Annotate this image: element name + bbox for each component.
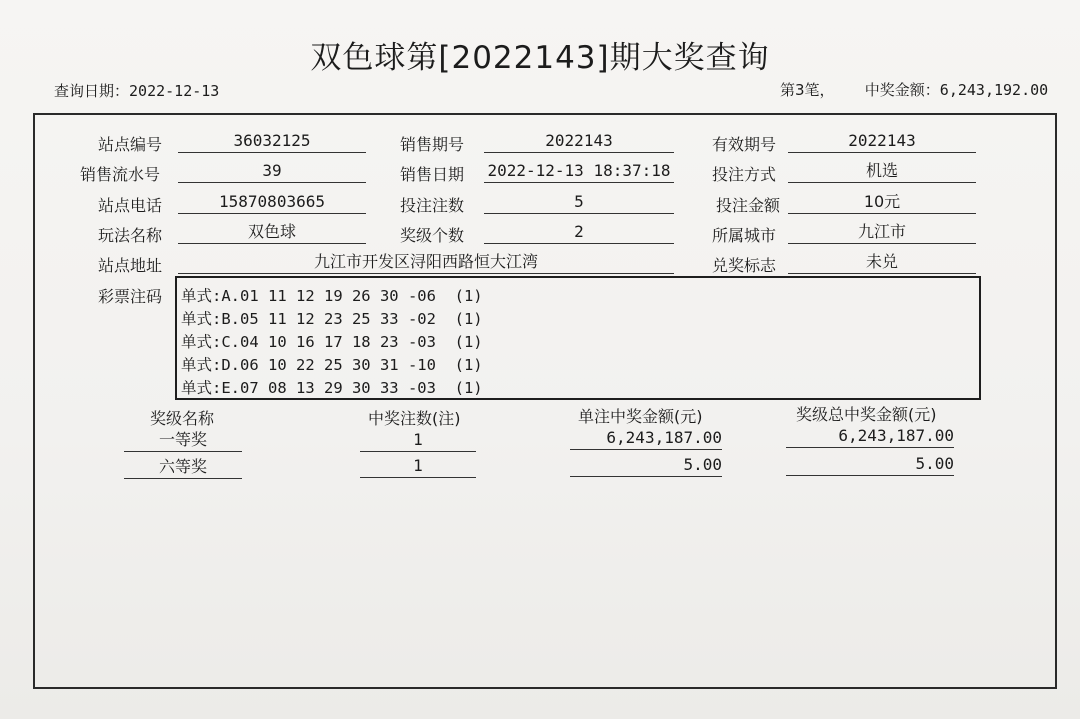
- prize-levels-label: 奖级个数: [400, 226, 465, 245]
- city-value: 九江市: [788, 221, 976, 244]
- valid-period-label: 有效期号: [712, 135, 777, 154]
- prize-row-2-single: 5.00: [570, 454, 722, 477]
- prize-row-1-total: 6,243,187.00: [786, 425, 954, 448]
- serial-no-value: 39: [178, 160, 366, 183]
- sale-period-value: 2022143: [484, 130, 674, 153]
- prize-levels-value: 2: [484, 221, 674, 244]
- prize-row-1-count: 1: [360, 429, 476, 452]
- query-date-value: 2022-12-13: [129, 82, 220, 100]
- prize-header-level: 奖级名称: [150, 409, 215, 428]
- ticket-line-c: 单式:C.04 10 16 17 18 23 -03 (1): [181, 333, 483, 351]
- prize-header-single: 单注中奖金额(元): [578, 407, 703, 426]
- valid-period-value: 2022143: [788, 130, 976, 153]
- prize-row-1-level: 一等奖: [124, 429, 242, 452]
- station-no-value: 36032125: [178, 130, 366, 153]
- serial-no-label: 销售流水号: [80, 165, 161, 184]
- address-label: 站点地址: [98, 256, 163, 275]
- prize-total: 6,243,192.00: [939, 81, 1049, 99]
- bet-count-value: 5: [484, 191, 674, 214]
- redeem-value: 未兑: [788, 251, 976, 274]
- prize-row-2-level: 六等奖: [124, 456, 242, 479]
- ticket-line-a: 单式:A.01 11 12 19 26 30 -06 (1): [181, 287, 483, 305]
- station-no-label: 站点编号: [98, 135, 163, 154]
- sale-date-value: 2022-12-13 18:37:18: [484, 160, 674, 183]
- query-date-label: 查询日期：: [54, 82, 130, 100]
- redeem-label: 兑奖标志: [712, 256, 777, 275]
- bet-mode-value: 机选: [788, 160, 976, 183]
- prize-header-total: 奖级总中奖金额(元): [796, 405, 937, 424]
- bet-amount-value: 10元: [788, 191, 976, 214]
- game-name-value: 双色球: [178, 221, 366, 244]
- page-title: 双色球第[2022143]期大奖查询: [310, 40, 770, 76]
- prize-header-count: 中奖注数(注): [368, 409, 461, 428]
- prize-row-2-total: 5.00: [786, 453, 954, 476]
- query-date: [54, 80, 219, 101]
- bet-count-label: 投注注数: [400, 196, 465, 215]
- prize-label: 中奖金额：: [864, 81, 940, 99]
- bet-mode-label: 投注方式: [712, 165, 777, 184]
- prize-row-1-single: 6,243,187.00: [570, 427, 722, 450]
- ticket-line-b: 单式:B.05 11 12 23 25 33 -02 (1): [181, 310, 483, 328]
- bet-index: 第3笔，: [780, 81, 835, 99]
- ticket-line-e: 单式:E.07 08 13 29 30 33 -03 (1): [181, 379, 483, 397]
- game-name-label: 玩法名称: [98, 226, 163, 245]
- bet-amount-label: 投注金额: [716, 196, 781, 215]
- tickets-label: 彩票注码: [98, 287, 163, 306]
- sale-period-label: 销售期号: [400, 135, 465, 154]
- sale-date-label: 销售日期: [400, 165, 465, 184]
- address-value: 九江市开发区浔阳西路恒大江湾: [178, 251, 674, 274]
- prize-row-2-count: 1: [360, 455, 476, 478]
- prize-summary: [780, 79, 1048, 100]
- phone-value: 15870803665: [178, 191, 366, 214]
- city-label: 所属城市: [712, 226, 777, 245]
- ticket-numbers-box: [175, 276, 981, 400]
- phone-label: 站点电话: [98, 196, 163, 215]
- ticket-line-d: 单式:D.06 10 22 25 30 31 -10 (1): [181, 356, 483, 374]
